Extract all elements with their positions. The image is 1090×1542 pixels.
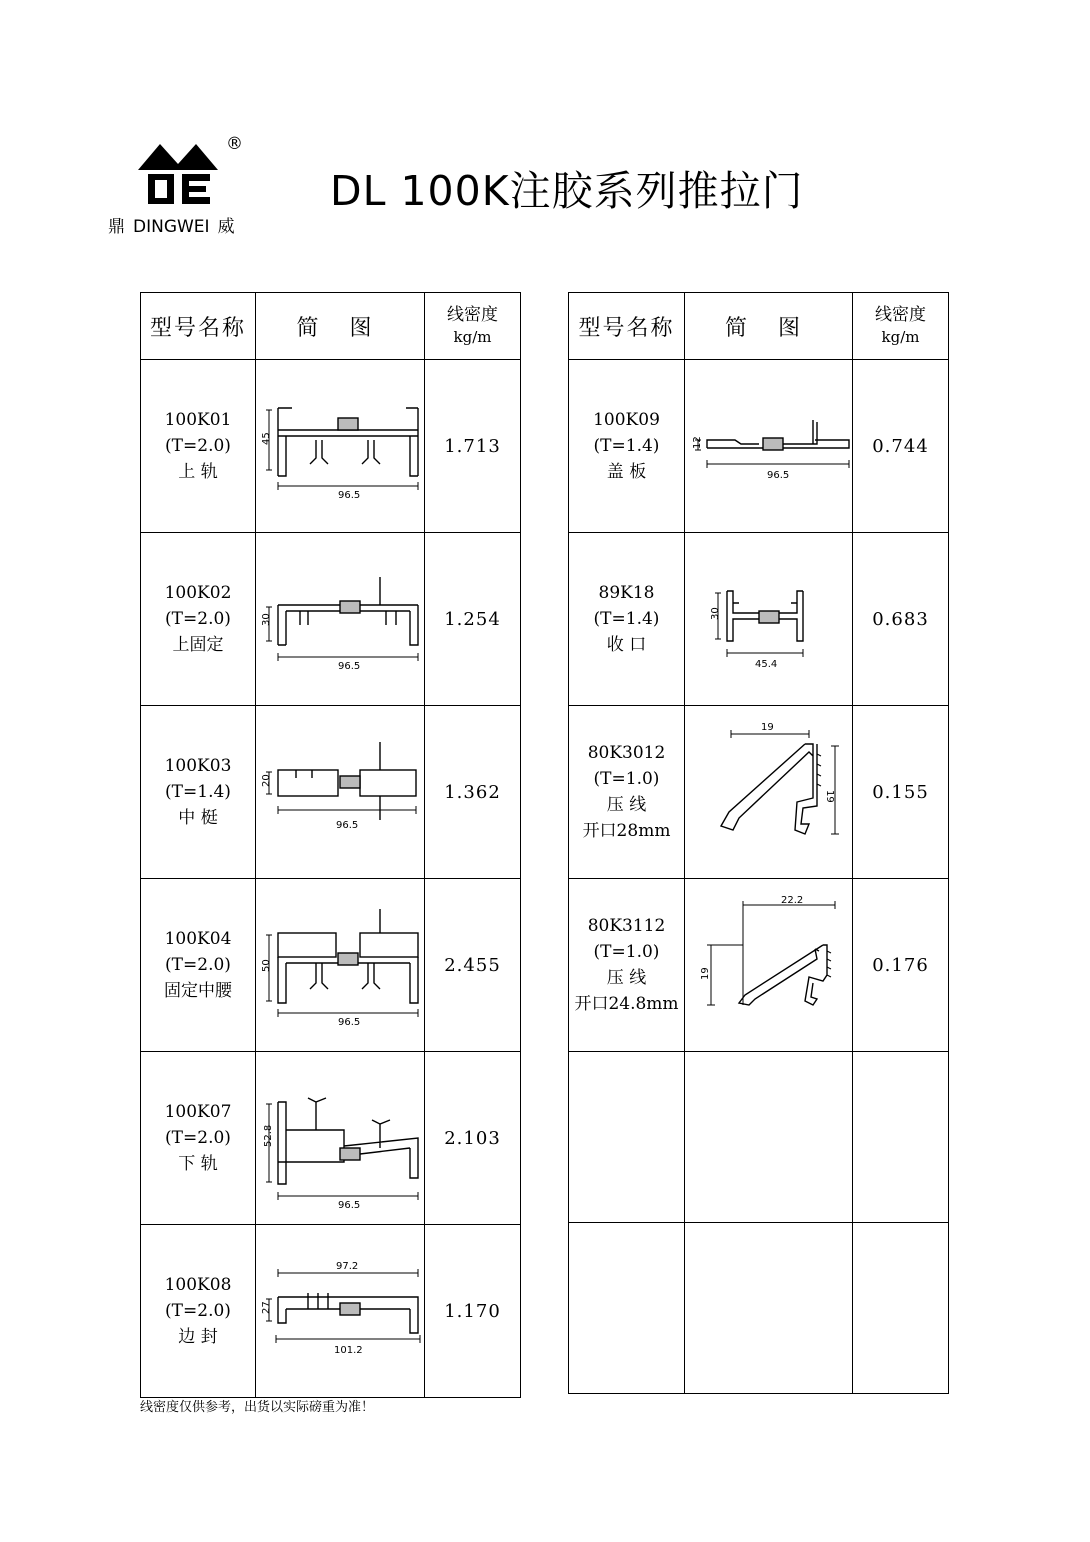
- profile-100k02-drawing: [256, 533, 425, 701]
- profile-drawing-cell: [685, 360, 853, 533]
- table-row: [569, 1052, 949, 1223]
- profile-100k08-drawing: [256, 1225, 425, 1393]
- table-row: [141, 1052, 521, 1225]
- svg-text:30: 30: [710, 607, 721, 620]
- model-cell: 100K02 (T=2.0) 上固定: [141, 533, 256, 706]
- svg-text:27: 27: [261, 1301, 272, 1314]
- profile-80k3112-drawing: [685, 879, 853, 1047]
- table-row: [141, 533, 521, 706]
- density-cell: 0.155: [853, 706, 949, 879]
- density-cell: 1.362: [425, 706, 521, 879]
- empty-cell: [685, 1052, 853, 1223]
- opening-size: 开口24.8mm: [574, 994, 679, 1014]
- table-row: [569, 533, 949, 706]
- profile-drawing-cell: [685, 706, 853, 879]
- svg-text:101.2: 101.2: [334, 1345, 363, 1356]
- svg-text:96.5: 96.5: [336, 820, 359, 831]
- header-density: 线密度 kg/m: [425, 293, 521, 360]
- svg-text:45.4: 45.4: [755, 659, 778, 670]
- density-cell: 1.170: [425, 1225, 521, 1398]
- profile-100k04-drawing: [256, 879, 425, 1047]
- brand-text: 鼎 DINGWEI 威: [108, 217, 235, 237]
- header-drawing: 简 图: [685, 293, 853, 360]
- left-spec-table: [140, 292, 521, 1398]
- header-drawing: 简 图: [256, 293, 425, 360]
- header-model-name: 型号名称: [569, 293, 685, 360]
- profile-drawing-cell: [256, 360, 425, 533]
- empty-cell: [569, 1052, 685, 1223]
- profile-100k03-drawing: [256, 706, 425, 874]
- svg-text:19: 19: [824, 790, 835, 803]
- svg-text:52.8: 52.8: [263, 1124, 274, 1147]
- header-model-name: 型号名称: [141, 293, 256, 360]
- model-cell: 100K04 (T=2.0) 固定中腰: [141, 879, 256, 1052]
- table-row: [569, 360, 949, 533]
- right-spec-table: [568, 292, 949, 1394]
- empty-cell: [853, 1223, 949, 1394]
- svg-text:45: 45: [261, 432, 272, 445]
- brand-logo: [108, 134, 258, 238]
- table-row: [569, 879, 949, 1052]
- profile-drawing-cell: [685, 533, 853, 706]
- svg-text:50: 50: [261, 959, 272, 972]
- density-cell: 1.254: [425, 533, 521, 706]
- profile-drawing-cell: [256, 533, 425, 706]
- page-title: DL 100K注胶系列推拉门: [330, 167, 804, 215]
- svg-text:30: 30: [261, 613, 272, 626]
- svg-text:22.2: 22.2: [781, 895, 804, 906]
- model-cell: 100K08 (T=2.0) 边 封: [141, 1225, 256, 1398]
- profile-drawing-cell: [256, 879, 425, 1052]
- model-cell: 80K3112 (T=1.0) 压 线 开口24.8mm: [569, 879, 685, 1052]
- svg-text:96.5: 96.5: [767, 470, 790, 481]
- profile-80k3012-drawing: [685, 706, 853, 874]
- model-cell: 100K03 (T=1.4) 中 梃: [141, 706, 256, 879]
- header-density: 线密度 kg/m: [853, 293, 949, 360]
- density-cell: 2.455: [425, 879, 521, 1052]
- svg-text:96.5: 96.5: [338, 490, 361, 501]
- model-cell: 100K01 (T=2.0) 上 轨: [141, 360, 256, 533]
- density-cell: 2.103: [425, 1052, 521, 1225]
- profile-100k07-drawing: [256, 1052, 425, 1220]
- profile-drawing-cell: [685, 879, 853, 1052]
- density-cell: 0.744: [853, 360, 949, 533]
- density-cell: 0.176: [853, 879, 949, 1052]
- model-cell: 100K09 (T=1.4) 盖 板: [569, 360, 685, 533]
- profile-drawing-cell: [256, 1052, 425, 1225]
- table-row: [141, 879, 521, 1052]
- svg-text:97.2: 97.2: [336, 1261, 359, 1272]
- svg-text:20: 20: [261, 774, 272, 787]
- opening-size: 开口28mm: [582, 821, 671, 841]
- profile-89k18-drawing: [685, 533, 853, 701]
- svg-text:96.5: 96.5: [338, 1200, 361, 1211]
- table-row: [141, 1225, 521, 1398]
- table-row: [141, 706, 521, 879]
- table-row: [569, 1223, 949, 1394]
- empty-cell: [685, 1223, 853, 1394]
- footnote: 线密度仅供参考，出货以实际磅重为准！: [140, 1400, 375, 1415]
- svg-text:19: 19: [700, 967, 711, 980]
- svg-text:19: 19: [761, 722, 774, 733]
- model-cell: 80K3012 (T=1.0) 压 线 开口28mm: [569, 706, 685, 879]
- profile-drawing-cell: [256, 1225, 425, 1398]
- registered-mark: ®: [226, 134, 243, 154]
- table-row: [141, 360, 521, 533]
- empty-cell: [569, 1223, 685, 1394]
- svg-text:12: 12: [692, 436, 703, 449]
- svg-text:96.5: 96.5: [338, 661, 361, 672]
- profile-100k01-drawing: [256, 360, 425, 528]
- model-cell: 89K18 (T=1.4) 收 口: [569, 533, 685, 706]
- density-cell: 1.713: [425, 360, 521, 533]
- dingwei-logo-icon: [138, 140, 218, 206]
- model-cell: 100K07 (T=2.0) 下 轨: [141, 1052, 256, 1225]
- svg-text:96.5: 96.5: [338, 1017, 361, 1028]
- density-cell: 0.683: [853, 533, 949, 706]
- profile-drawing-cell: [256, 706, 425, 879]
- table-row: [569, 706, 949, 879]
- profile-100k09-drawing: [685, 360, 853, 528]
- empty-cell: [853, 1052, 949, 1223]
